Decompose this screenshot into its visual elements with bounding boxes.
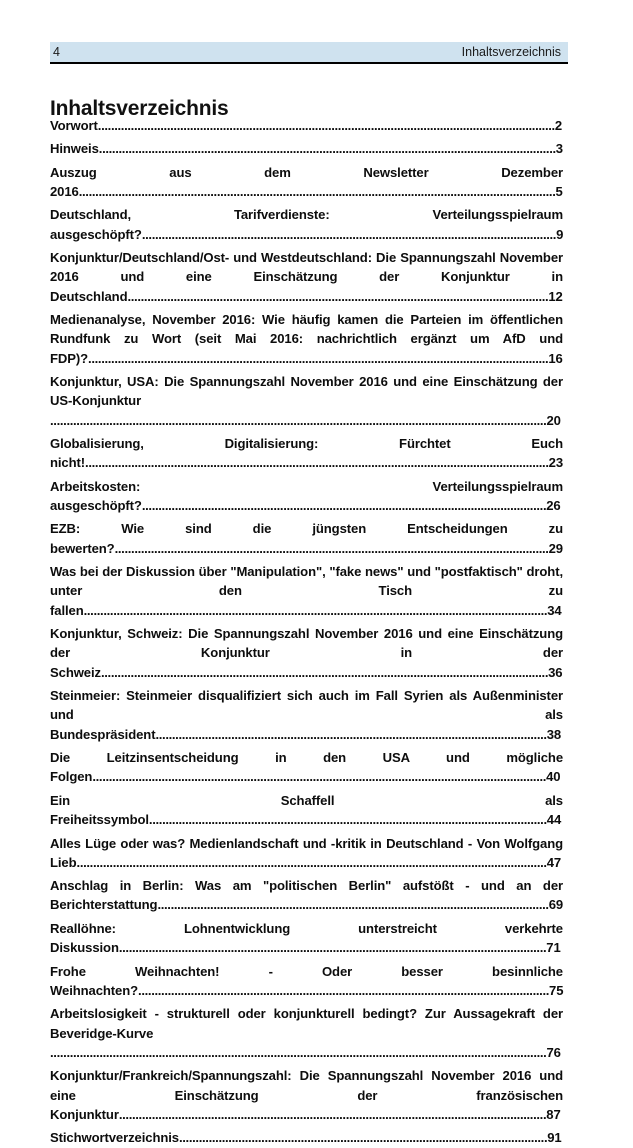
toc-leader-dots: ........................................................................................................................................... bbox=[97, 118, 555, 133]
page-title: Inhaltsverzeichnis bbox=[50, 97, 229, 121]
toc-entry-page-number: 2 bbox=[554, 118, 562, 133]
toc-entry[interactable] bbox=[50, 372, 563, 430]
toc-leader-dots: .............................................................................................................................. bbox=[141, 226, 557, 242]
toc-entry-page-number: 36 bbox=[548, 664, 563, 680]
toc-entry[interactable] bbox=[50, 748, 563, 787]
toc-entry-title: Arbeitskosten: Verteilungsspielraum ausgeschöpft? bbox=[50, 478, 563, 514]
toc-leader-dots: .................................................................................................................................... bbox=[114, 540, 549, 556]
toc-entry-page-number: 20 bbox=[546, 412, 561, 428]
toc-entry-title: Stichwortverzeichnis bbox=[50, 1130, 179, 1146]
toc-entry-page-number: 40 bbox=[546, 769, 561, 785]
toc-entry[interactable] bbox=[50, 116, 563, 135]
toc-entry[interactable] bbox=[50, 519, 563, 558]
toc-entry[interactable] bbox=[50, 834, 563, 873]
toc-entry-page-number: 75 bbox=[549, 982, 564, 998]
toc-entry[interactable] bbox=[50, 962, 563, 1001]
toc-entry-title: Deutschland, Tarifverdienste: Verteilungsspielraum ausgeschöpft? bbox=[50, 207, 563, 242]
toc-leader-dots: ....................................................................................................................... bbox=[155, 726, 547, 742]
toc-entry-title: Was bei der Diskussion über "Manipulation", "fake news" und "postfaktisch" droht, unter den Tisch zu fallen bbox=[50, 564, 563, 618]
toc-entry[interactable] bbox=[50, 434, 563, 473]
toc-entry[interactable] bbox=[50, 686, 563, 744]
toc-entry-page-number: 3 bbox=[555, 141, 563, 157]
page-number: 4 bbox=[53, 45, 60, 59]
toc-entry-title: Konjunktur, Schweiz: Die Spannungszahl November 2016 und eine Einschätzung der Konjunktur in der Schweiz bbox=[50, 626, 563, 680]
toc-leader-dots: ............................................................................................................................................. bbox=[85, 455, 549, 471]
running-header bbox=[50, 42, 568, 64]
toc-entry-page-number: 34 bbox=[547, 602, 562, 618]
toc-leader-dots: ................................................................................................................................................. bbox=[78, 184, 556, 200]
toc-entry-title: Konjunktur/Frankreich/Spannungszahl: Die Spannungszahl November 2016 und eine Einschätzung der französischen Konjunktur bbox=[50, 1068, 563, 1122]
toc-leader-dots: ........................................................................................................................................ bbox=[100, 664, 549, 680]
toc-leader-dots: ........................................................................................................................... bbox=[141, 498, 547, 514]
toc-leader-dots: ............................................................................................................................. bbox=[138, 982, 550, 998]
toc-leader-dots: ....................................................................................................................... bbox=[157, 897, 549, 913]
toc-entry[interactable] bbox=[50, 139, 563, 158]
toc-entry[interactable] bbox=[50, 1128, 563, 1147]
toc-leader-dots: ............................................................................................................................................. bbox=[83, 602, 548, 618]
toc-entry-page-number: 91 bbox=[547, 1130, 562, 1146]
toc-leader-dots: .................................................................................................................................. bbox=[118, 1106, 547, 1122]
toc-entry-page-number: 12 bbox=[548, 288, 563, 304]
table-of-contents bbox=[50, 116, 563, 1148]
toc-entry-page-number: 44 bbox=[546, 812, 562, 828]
toc-entry-title: Globalisierung, Digitalisierung: Fürchtet Euch nicht! bbox=[50, 436, 563, 471]
toc-entry[interactable] bbox=[50, 919, 563, 958]
toc-leader-dots: ............................................................................................................................................... bbox=[76, 854, 547, 870]
toc-entry[interactable] bbox=[50, 205, 563, 244]
toc-entry-page-number: 38 bbox=[546, 726, 562, 742]
toc-entry-title: Steinmeier: Steinmeier disqualifiziert sich auch im Fall Syrien als Außenminister und als Bundespräsident bbox=[50, 688, 563, 742]
toc-entry[interactable] bbox=[50, 163, 563, 202]
toc-entry-title: Die Leitzinsentscheidung in den USA und mögliche Folgen bbox=[50, 750, 563, 785]
toc-entry-page-number: 16 bbox=[548, 350, 563, 366]
toc-entry[interactable] bbox=[50, 248, 563, 306]
toc-entry-title: Konjunktur, USA: Die Spannungszahl November 2016 und eine Einschätzung der US-Konjunktur bbox=[50, 374, 563, 409]
toc-leader-dots: ....................................................................................................................................................... bbox=[50, 412, 547, 428]
toc-entry-title: Auszug aus dem Newsletter Dezember 2016 bbox=[50, 164, 563, 200]
toc-leader-dots: .......................................................................................................................................... bbox=[92, 769, 547, 785]
toc-entry-title: Vorwort bbox=[50, 118, 98, 133]
toc-entry-page-number: 87 bbox=[546, 1106, 561, 1122]
toc-entry-title: Alles Lüge oder was? Medienlandschaft und -kritik in Deutschland - Von Wolfgang Lieb bbox=[50, 835, 563, 870]
toc-entry-page-number: 26 bbox=[546, 498, 561, 514]
toc-entry-title: Frohe Weihnachten! - Oder besser besinnliche Weihnachten? bbox=[50, 963, 563, 998]
toc-entry[interactable] bbox=[50, 562, 563, 620]
running-header-title: Inhaltsverzeichnis bbox=[461, 45, 561, 59]
toc-entry[interactable] bbox=[50, 310, 563, 368]
toc-entry-page-number: 47 bbox=[546, 854, 562, 870]
toc-entry[interactable] bbox=[50, 477, 563, 516]
toc-entry[interactable] bbox=[50, 876, 563, 915]
toc-entry-page-number: 9 bbox=[556, 226, 564, 242]
toc-entry-title: Konjunktur/Deutschland/Ost- und Westdeutschland: Die Spannungszahl November 2016 und eine Einschätzung der Konjunktur in Deutschland bbox=[50, 250, 563, 304]
toc-entry-page-number: 23 bbox=[548, 455, 564, 471]
toc-entry-title: Ein Schaffell als Freiheitssymbol bbox=[50, 792, 563, 828]
toc-leader-dots: ................................................................................................................ bbox=[178, 1130, 548, 1146]
toc-entry-page-number: 76 bbox=[546, 1044, 561, 1060]
toc-entry-title: Arbeitslosigkeit - strukturell oder konjunkturell bedingt? Zur Aussagekraft der Beveridge-Kurve bbox=[50, 1006, 563, 1041]
toc-entry-title: Anschlag in Berlin: Was am "politischen Berlin" aufstößt - und an der Berichterstattung bbox=[50, 878, 563, 913]
toc-entry-title: EZB: Wie sind die jüngsten Entscheidungen zu bewerten? bbox=[50, 521, 563, 556]
toc-entry-title: Medienanalyse, November 2016: Wie häufig kamen die Parteien im öffentlichen Rundfunk zu Wort (seit Mai 2016: nachrichtlich ergänzt um AfD und FDP)? bbox=[50, 312, 563, 366]
toc-entry-page-number: 71 bbox=[546, 940, 561, 956]
toc-entry-page-number: 69 bbox=[548, 897, 564, 913]
toc-entry[interactable] bbox=[50, 624, 563, 682]
toc-leader-dots: ................................................................................................................................ bbox=[127, 288, 549, 304]
toc-leader-dots: .................................................................................................................................. bbox=[118, 940, 547, 956]
toc-leader-dots: ............................................................................................................................................ bbox=[88, 350, 549, 366]
toc-leader-dots: ......................................................................................................................... bbox=[148, 812, 547, 828]
toc-leader-dots: ....................................................................................................................................................... bbox=[50, 1044, 547, 1060]
toc-entry-title: Reallöhne: Lohnentwicklung unterstreicht verkehrte Diskussion bbox=[50, 920, 563, 956]
toc-entry-page-number: 5 bbox=[555, 184, 563, 200]
toc-entry[interactable] bbox=[50, 1004, 563, 1062]
toc-entry[interactable] bbox=[50, 791, 563, 830]
toc-entry-title: Hinweis bbox=[50, 141, 99, 157]
toc-entry-page-number: 29 bbox=[548, 540, 563, 556]
toc-leader-dots: ........................................................................................................................................... bbox=[98, 141, 556, 157]
toc-entry[interactable] bbox=[50, 1066, 563, 1124]
